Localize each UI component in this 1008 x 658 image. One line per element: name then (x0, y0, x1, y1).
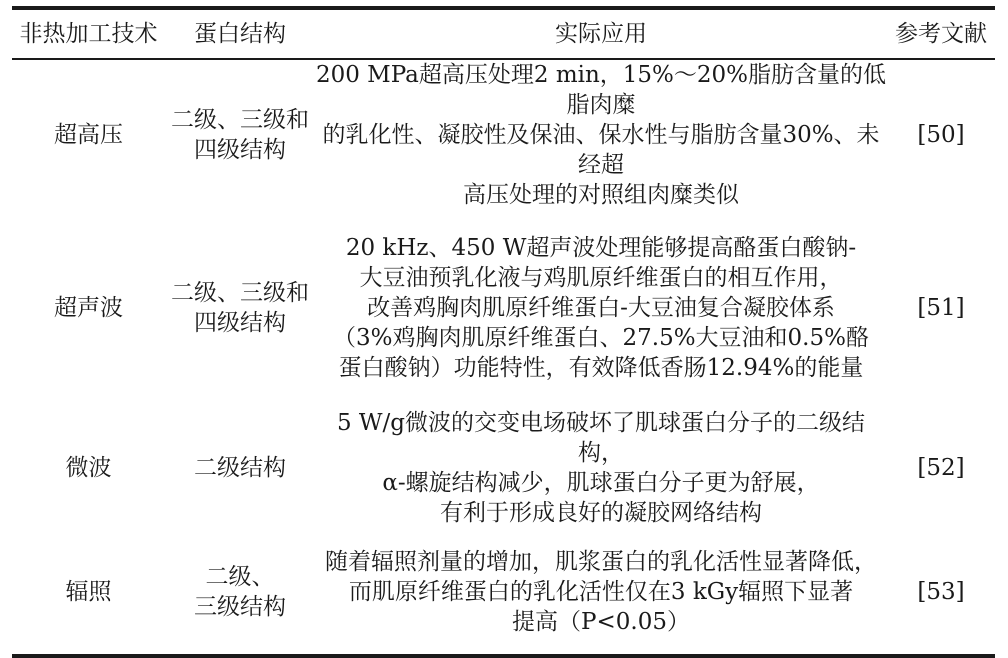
application-line: 大豆油预乳化液与鸡肌原纤维蛋白的相互作用， (359, 265, 843, 291)
structure-cell (165, 210, 315, 406)
application-line: α-螺旋结构减少，肌球蛋白分子更为舒展， (382, 470, 820, 496)
header-row (12, 10, 995, 58)
application-line: 而肌原纤维蛋白的乳化活性仅在3 kGy辐照下显著 (348, 579, 854, 605)
application-cell (315, 210, 887, 406)
application-line: 提高（P<0.05） (512, 609, 690, 635)
bottom-rule (12, 654, 995, 658)
structure-line: 二级结构 (194, 455, 286, 481)
application-cell (315, 406, 887, 530)
application-line: 高压处理的对照组肉糜类似 (463, 182, 739, 208)
structure-cell (165, 406, 315, 530)
data-table (12, 6, 995, 658)
structure-cell (165, 60, 315, 210)
table-row (12, 210, 995, 406)
structure-line: 四级结构 (194, 137, 286, 163)
reference-cell: [53] (917, 579, 965, 605)
technique-cell: 超高压 (54, 122, 123, 148)
application-line: 蛋白酸钠）功能特性，有效降低香肠12.94%的能量 (338, 355, 864, 381)
structure-line: 四级结构 (194, 310, 286, 336)
application-line: 5 W/g微波的交变电场破坏了肌球蛋白分子的二级结构， (336, 410, 866, 466)
structure-line: 二级、 (205, 564, 275, 590)
structure-line: 二级、三级和 (171, 280, 309, 306)
structure-cell (165, 530, 315, 654)
header-application: 实际应用 (555, 21, 647, 47)
reference-cell: [51] (917, 295, 965, 321)
structure-line: 二级、三级和 (171, 107, 309, 133)
application-line: 改善鸡胸肉肌原纤维蛋白-大豆油复合凝胶体系 (367, 295, 835, 321)
structure-line: 三级结构 (194, 594, 286, 620)
application-cell (315, 60, 887, 210)
header-technique: 非热加工技术 (19, 21, 158, 47)
application-cell (315, 530, 887, 654)
table-row (12, 60, 995, 210)
reference-cell: [50] (917, 122, 965, 148)
reference-cell: [52] (917, 455, 965, 481)
application-line: （3%鸡胸肉肌原纤维蛋白、27.5%大豆油和0.5%酪 (333, 325, 869, 351)
technique-cell: 超声波 (54, 295, 123, 321)
table-row (12, 530, 995, 654)
header-structure: 蛋白结构 (194, 21, 286, 47)
table-row (12, 406, 995, 530)
application-line: 有利于形成良好的凝胶网络结构 (440, 500, 762, 526)
application-line: 20 kHz、450 W超声波处理能够提高酪蛋白酸钠- (345, 235, 857, 261)
header-reference: 参考文献 (895, 21, 987, 47)
technique-cell: 微波 (65, 455, 112, 481)
application-line: 的乳化性、凝胶性及保油、保水性与脂肪含量30%、未经超 (322, 122, 880, 178)
technique-cell: 辐照 (65, 579, 112, 605)
application-line: 200 MPa超高压处理2 min，15%～20%脂肪含量的低脂肉糜 (315, 62, 887, 118)
application-line: 随着辐照剂量的增加，肌浆蛋白的乳化活性显著降低， (325, 549, 877, 575)
